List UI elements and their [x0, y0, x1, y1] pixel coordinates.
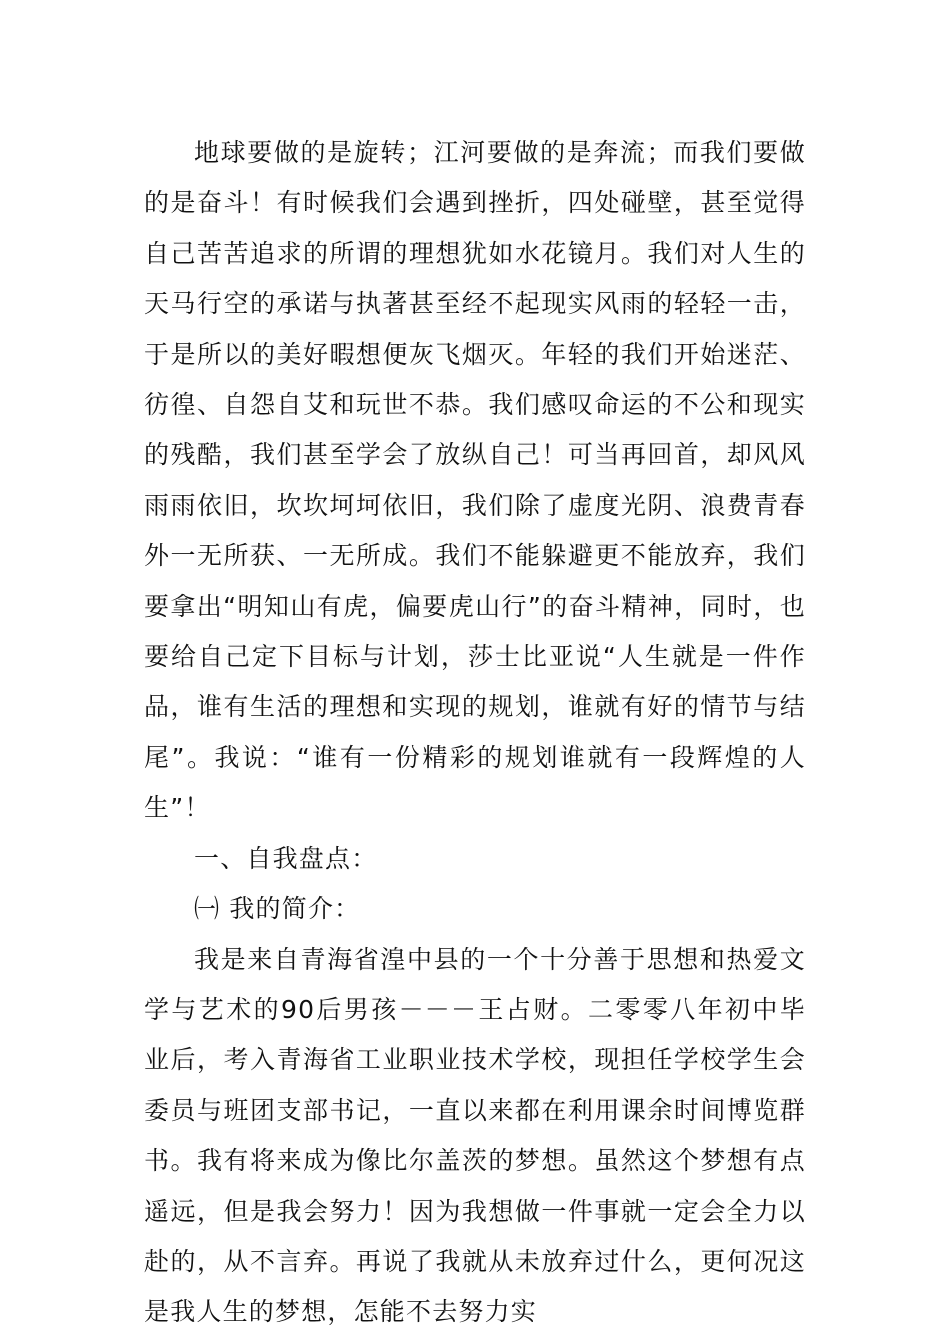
section-heading-self-review: 一、自我盘点：: [194, 843, 378, 873]
intro-paragraph: 地球要做的是旋转；江河要做的是奔流；而我们要做的是奋斗！有时候我们会遇到挫折，四处碰壁，甚至觉得自己苦苦追求的所谓的理想犹如水花镜月。我们对人生的天马行空的承诺与执著甚至经不起现实风雨的轻轻一击，于是所以的美好暇想便灰飞烟灭。年轻的我们开始迷茫、彷徨、自怨自艾和玩世不恭。我们感叹命运的不公和现实的残酷，我们甚至学会了放纵自己！可当再回首，却风风雨雨依旧，坎坎坷坷依旧，我们除了虚度光阴、浪费青春外一无所获、一无所成。我们不能躲避更不能放弃，我们要拿出“明知山有虎，偏要虎山行”的奋斗精神，同时，也要给自己定下目标与计划，莎士比亚说“人生就是一件作品，谁有生活的理想和实现的规划，谁就有好的情节与结尾”。我说：“谁有一份精彩的规划谁就有一段辉煌的人生”！: [144, 138, 806, 823]
document-body: [144, 128, 806, 1338]
profile-paragraph: 我是来自青海省湟中县的一个十分善于思想和热爱文学与艺术的90后男孩－－－王占财。二零零八年初中毕业后，考入青海省工业职业技术学校，现担任学校学生会委员与班团支部书记，一直以来都在利用课余时间博览群书。我有将来成为像比尔盖茨的梦想。虽然这个梦想有点遥远，但是我会努力！因为我想做一件事就一定会全力以赴的，从不言弃。再说了我就从未放弃过什么，更何况这是我人生的梦想，怎能不去努力实: [144, 944, 806, 1327]
subsection-heading-profile: ㈠ 我的简介：: [194, 894, 361, 924]
